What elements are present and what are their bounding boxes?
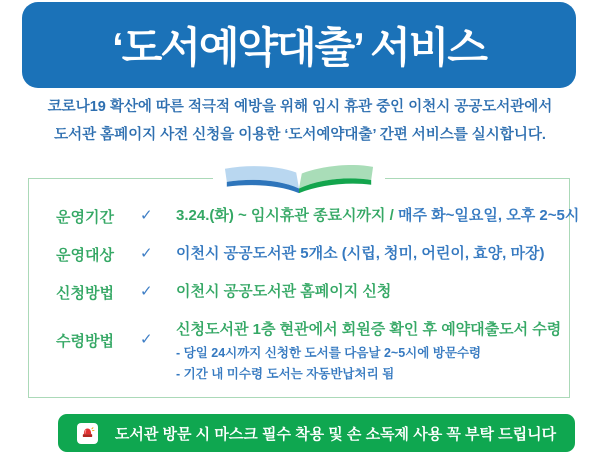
siren-icon bbox=[77, 423, 98, 444]
row-value: 3.24.(화) ~ 임시휴관 종료시까지 / 매주 화~일요일, 오후 2~5시 bbox=[176, 207, 580, 224]
row-value: 이천시 공공도서관 5개소 (시립, 청미, 어린이, 효양, 마장) bbox=[176, 245, 545, 262]
page-title-banner bbox=[22, 2, 576, 88]
intro-text bbox=[0, 99, 600, 155]
page-title: ‘도서예약대출’ 서비스 bbox=[112, 24, 486, 71]
row-label: 운영기간 bbox=[56, 209, 114, 226]
info-row-pickup-method bbox=[56, 320, 562, 381]
row-label: 신청방법 bbox=[56, 285, 114, 302]
row-label: 수령방법 bbox=[56, 333, 114, 350]
intro-line-2: 도서관 홈페이지 사전 신청을 이용한 ‘도서예약대출’ 간편 서비스를 실시합니다. bbox=[54, 127, 546, 143]
notice-banner bbox=[58, 414, 575, 452]
row-value: 신청도서관 1층 현관에서 회원증 확인 후 예약대출도서 수령 bbox=[176, 321, 562, 338]
notice-banner-text: 도서관 방문 시 마스크 필수 착용 및 손 소독제 사용 꼭 부탁 드립니다 bbox=[114, 425, 557, 443]
check-icon: ✓ bbox=[140, 283, 153, 300]
intro-line-1: 코로나19 확산에 따른 적극적 예방을 위해 임시 휴관 중인 이천시 공공도서관에서 bbox=[47, 99, 553, 115]
check-icon: ✓ bbox=[140, 331, 153, 348]
info-row-operating-period bbox=[56, 206, 580, 227]
info-box bbox=[28, 178, 580, 398]
info-row-target-libraries bbox=[56, 244, 559, 265]
row-value: 이천시 공공도서관 홈페이지 신청 bbox=[176, 283, 392, 300]
info-rows bbox=[29, 179, 580, 381]
row-label: 운영대상 bbox=[56, 247, 114, 264]
check-icon: ✓ bbox=[140, 207, 153, 224]
open-book-icon bbox=[213, 163, 385, 196]
info-row-application-method bbox=[56, 282, 559, 303]
row-subnote: - 기간 내 미수령 도서는 자동반납처리 됨 bbox=[176, 367, 395, 381]
row-subnote: - 당일 24시까지 신청한 도서를 다음날 2~5시에 방문수령 bbox=[176, 346, 482, 360]
check-icon: ✓ bbox=[140, 245, 153, 262]
